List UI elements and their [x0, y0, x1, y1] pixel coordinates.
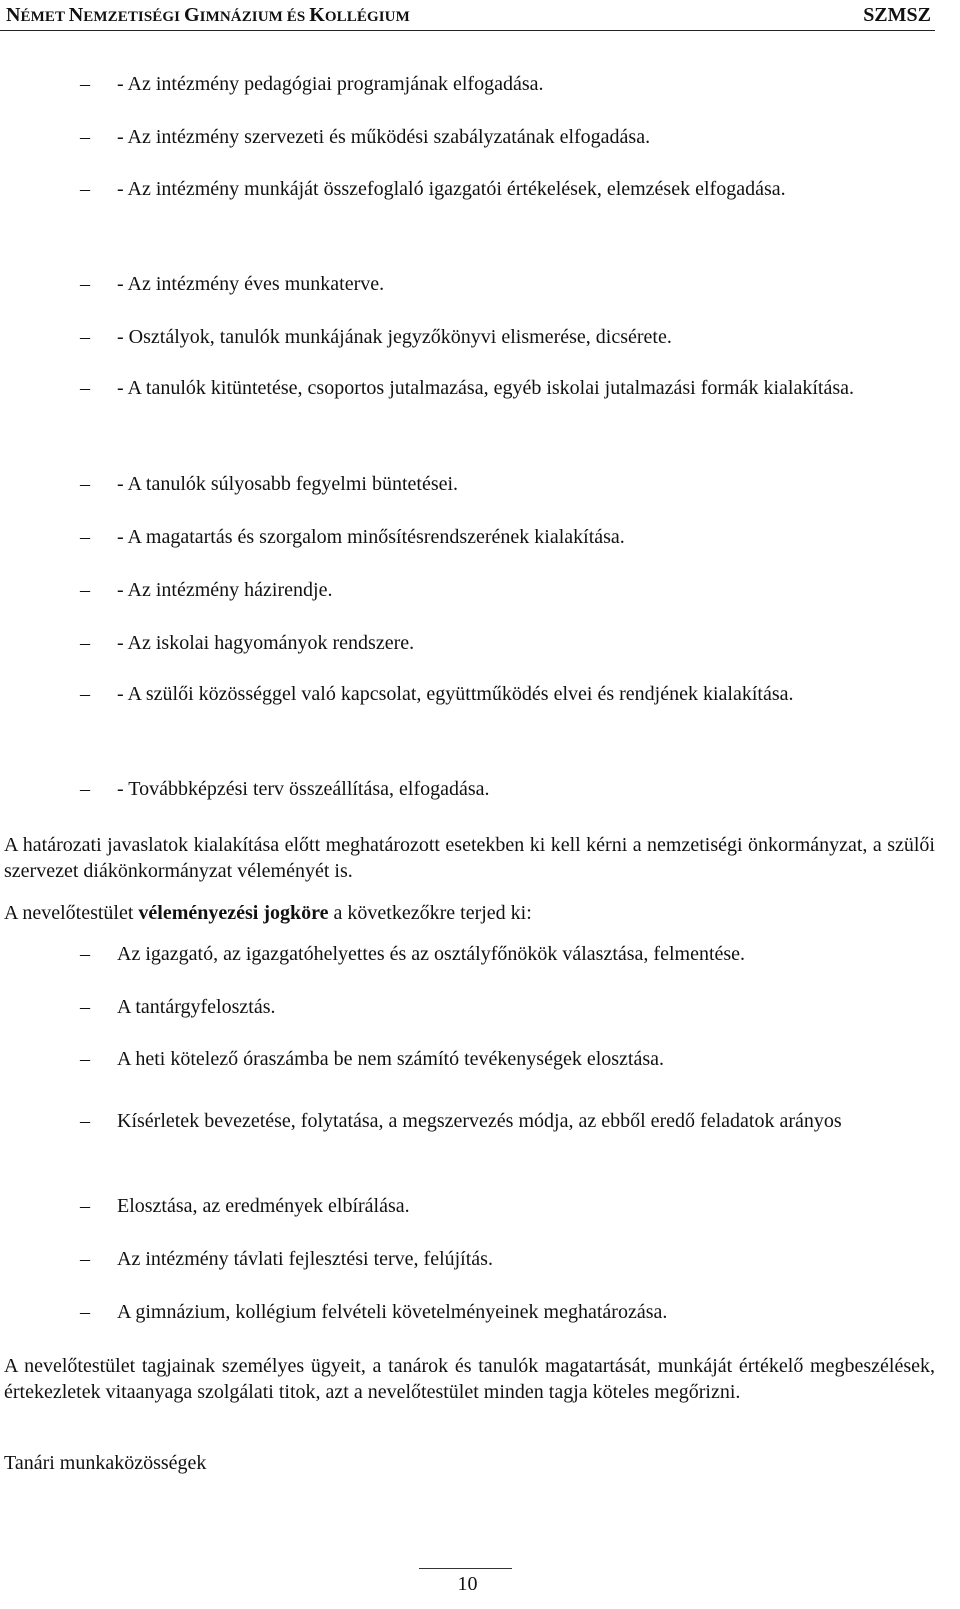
list-item: [117, 942, 935, 966]
dash-bullet: [80, 272, 90, 296]
page-header: [0, 0, 935, 31]
dash-bullet: [80, 674, 90, 714]
header-smallcaps: OLLÉGIUM: [324, 9, 410, 25]
dash-bullet: [80, 1300, 90, 1324]
list-item: [117, 995, 935, 1019]
list-item: [117, 1098, 935, 1144]
header-initial: N: [68, 4, 84, 26]
paragraph-opinion-rights: [4, 900, 935, 926]
list-item-text: Az intézmény távlati fejlesztési terve, felújítás.: [117, 1248, 493, 1270]
dash-bullet: [80, 525, 90, 549]
list-item: [117, 1194, 935, 1218]
dash-bullet: [80, 472, 90, 496]
list-item: [117, 1047, 935, 1071]
list-item-text: - A tanulók kitüntetése, csoportos jutalmazása, egyéb iskolai jutalmazási formák kialakítása.: [117, 377, 855, 399]
paragraph-consultation: A határozati javaslatok kialakítása előtt meghatározott esetekben ki kell kérni a nemzetiségi önkormányzat, a szülői szervezet diákönkormányzat véleményét is.: [4, 834, 935, 882]
header-smallcaps: ÉMET: [20, 9, 69, 25]
list-item-text: - Az intézmény házirendje.: [117, 579, 333, 601]
dash-bullet: [80, 1098, 90, 1144]
dash-bullet: [80, 169, 90, 209]
header-smallcaps: EMZETISÉGI: [83, 9, 184, 25]
list-item: [117, 777, 935, 801]
paragraph-text: A nevelőtestület: [4, 902, 139, 924]
section-heading-teacher-groups: Tanári munkaközösségek: [4, 1452, 207, 1474]
dash-bullet: [80, 1247, 90, 1271]
list-item-text: Kísérletek bevezetése, folytatása, a megszervezés módja, az ebből eredő feladatok arányos: [117, 1110, 842, 1132]
list-item-text: - Az intézmény éves munkaterve.: [117, 273, 385, 295]
list-item-text: - Az intézmény szervezeti és működési szabályzatának elfogadása.: [117, 126, 651, 148]
dash-bullet: [80, 125, 90, 149]
list-item: [117, 525, 935, 549]
dash-bullet: [80, 995, 90, 1019]
dash-bullet: [80, 325, 90, 349]
dash-bullet: [80, 631, 90, 655]
list-item-text: A heti kötelező óraszámba be nem számító tevékenységek elosztása.: [117, 1048, 665, 1070]
list-item: [117, 72, 935, 96]
list-item: [117, 272, 935, 296]
list-item-text: - Osztályok, tanulók munkájának jegyzőkönyvi elismerése, dicsérete.: [117, 326, 672, 348]
header-initial: G: [183, 4, 200, 26]
dash-bullet: [80, 942, 90, 966]
list-item: [117, 578, 935, 602]
header-school-name: [6, 4, 410, 27]
dash-bullet: [80, 72, 90, 96]
list-item-text: - A tanulók súlyosabb fegyelmi büntetései.: [117, 473, 459, 495]
page-number: 10: [457, 1573, 478, 1595]
dash-bullet: [80, 578, 90, 602]
paragraph-text: a következőkre terjed ki:: [328, 902, 532, 924]
header-smallcaps: IMNÁZIUM ÉS: [199, 9, 310, 25]
list-item: [117, 631, 935, 655]
list-item: [117, 674, 935, 714]
list-item-text: - Az intézmény munkáját összefoglaló igazgatói értékelések, elemzések elfogadása.: [117, 178, 786, 200]
dash-bullet: [80, 1047, 90, 1071]
list-item: [117, 169, 935, 209]
header-doc-code: SZMSZ: [863, 4, 931, 26]
list-item-text: Az igazgató, az igazgatóhelyettes és az osztályfőnökök választása, felmentése.: [117, 943, 746, 965]
footer-rule: [419, 1568, 512, 1569]
list-item-text: - Az intézmény pedagógiai programjának elfogadása.: [117, 73, 544, 95]
header-initial: N: [6, 4, 21, 26]
dash-bullet: [80, 1194, 90, 1218]
paragraph-bold-text: véleményezési jogköre: [138, 902, 329, 924]
list-item: [117, 472, 935, 496]
list-item-text: - A magatartás és szorgalom minősítésrendszerének kialakítása.: [117, 526, 625, 548]
paragraph-confidentiality: A nevelőtestület tagjainak személyes ügyeit, a tanárok és tanulók magatartását, munkáját értékelő megbeszélések, értekezletek vitaanyaga szolgálati titok, azt a nevelőtestület minden tagja köteles megőrizni.: [4, 1355, 935, 1403]
list-item-text: - Továbbképzési terv összeállítása, elfogadása.: [117, 778, 490, 800]
list-item-text: A tantárgyfelosztás.: [117, 996, 276, 1018]
header-initial: K: [309, 4, 325, 26]
list-item: [117, 1300, 935, 1324]
list-item: [117, 368, 935, 408]
list-item: [117, 125, 935, 149]
dash-bullet: [80, 368, 90, 408]
list-item: [117, 1247, 935, 1271]
dash-bullet: [80, 777, 90, 801]
list-item-text: A gimnázium, kollégium felvételi követelményeinek meghatározása.: [117, 1301, 668, 1323]
list-item-text: - Az iskolai hagyományok rendszere.: [117, 632, 415, 654]
list-item: [117, 325, 935, 349]
list-item-text: Elosztása, az eredmények elbírálása.: [117, 1195, 410, 1217]
list-item-text: - A szülői közösséggel való kapcsolat, együttműködés elvei és rendjének kialakítása.: [117, 683, 794, 705]
